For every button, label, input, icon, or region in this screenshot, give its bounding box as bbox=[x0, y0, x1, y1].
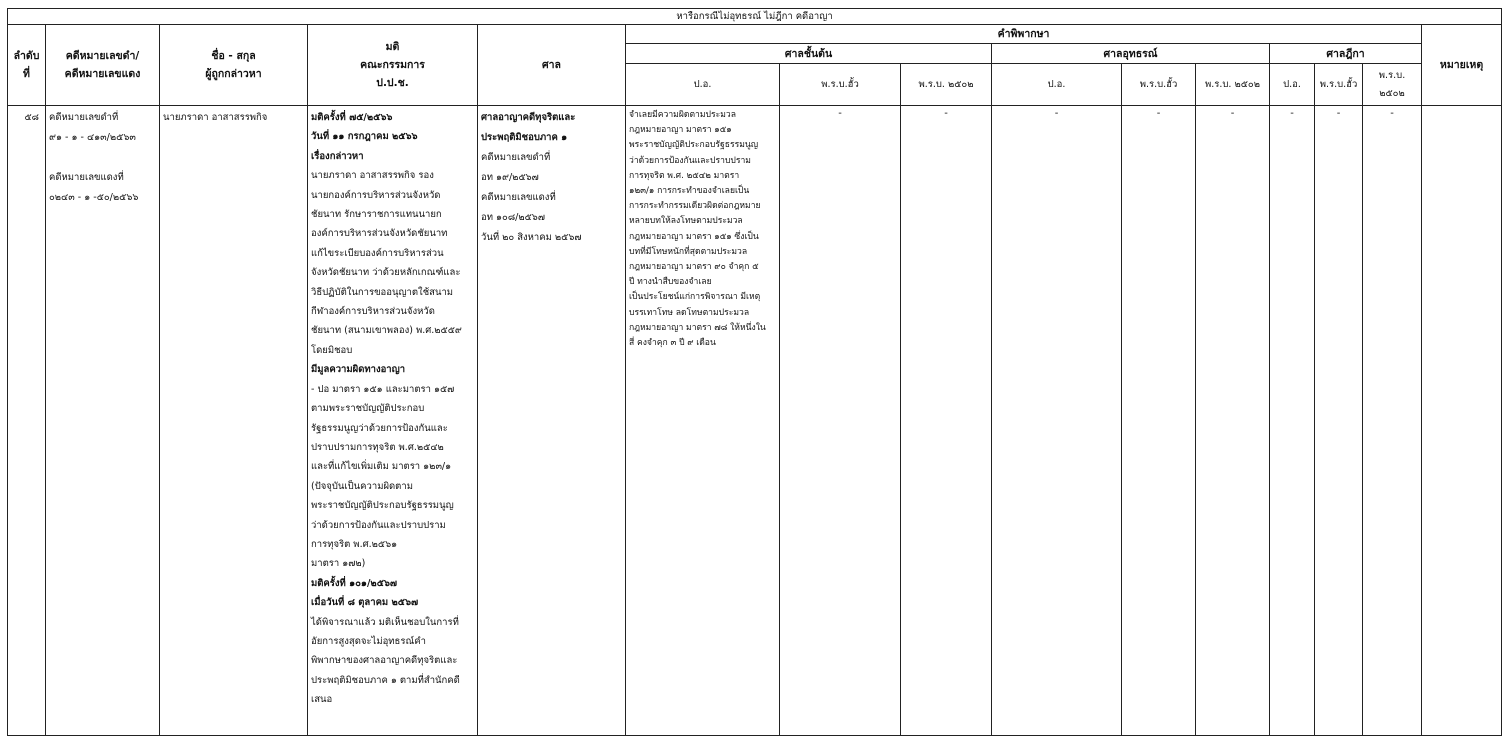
resolution-line: องค์การบริหารส่วนจังหวัดชัยนาท bbox=[311, 228, 448, 240]
first-po-lines bbox=[629, 108, 776, 351]
resolution-line: อัยการสูงสุดจะไม่อุทธรณ์คำ bbox=[311, 635, 426, 647]
resolution-line: โดยมิชอบ bbox=[311, 344, 353, 356]
first-po-line: บทที่มีโทษหนักที่สุดตามประมวล bbox=[629, 246, 748, 257]
first-po-line: จำเลยมีความผิดตามประมวล bbox=[629, 110, 736, 120]
header-supreme-prb2502 bbox=[1363, 64, 1422, 106]
header-judgment: คำพิพากษา bbox=[626, 25, 1422, 44]
header-case-no-line: คดีหมายเลขดำ/ bbox=[65, 50, 140, 62]
resolution-line: เสนอ bbox=[311, 694, 333, 706]
header-court-supreme: ศาลฎีกา bbox=[1270, 44, 1422, 64]
resolution-line: ตามพระราชบัญญัติประกอบ bbox=[311, 403, 425, 415]
row-appeal-prb2502: - bbox=[1196, 106, 1270, 736]
resolution-line: ชัยนาท รักษาราชการแทนนายก bbox=[311, 209, 442, 221]
first-po-line: การกระทำกรรมเดียวผิดต่อกฎหมาย bbox=[629, 201, 761, 212]
resolution-line: มติครั้งที่ ๑๐๑/๒๕๖๗ bbox=[311, 577, 398, 589]
row-appeal-prb: - bbox=[1122, 106, 1196, 736]
resolution-line: เรื่องกล่าวหา bbox=[311, 150, 364, 162]
header-name-line: ผู้ถูกกล่าวหา bbox=[205, 68, 262, 80]
resolution-line: มีมูลความผิดทางอาญา bbox=[311, 364, 406, 376]
resolution-line: มติครั้งที่ ๗๕/๒๕๖๖ bbox=[311, 112, 393, 123]
first-po-line: กฎหมายอาญา มาตรา ๗๘ ให้หนึ่งใน bbox=[629, 322, 766, 333]
resolution-lines bbox=[311, 108, 474, 710]
court-line: อท ๑๐๘/๒๕๖๗ bbox=[481, 212, 545, 223]
header-appeal-po: ป.อ. bbox=[992, 64, 1122, 106]
resolution-line: และที่แก้ไขเพิ่มเติม มาตรา ๑๒๓/๑ bbox=[311, 461, 452, 473]
row-remark bbox=[1422, 106, 1502, 736]
header-resolution bbox=[308, 25, 478, 106]
case-no-line: ๐๒๔๓ - ๑ -๕๐/๒๕๖๖ bbox=[49, 192, 139, 203]
header-name bbox=[160, 25, 308, 106]
case-table bbox=[7, 8, 1502, 736]
court-line: วันที่ ๒๐ สิงหาคม ๒๕๖๗ bbox=[481, 232, 582, 243]
header-name-line: ชื่อ - สกุล bbox=[211, 50, 256, 62]
case-table-container bbox=[7, 8, 1501, 746]
header-resolution-line: คณะกรรมการ bbox=[360, 59, 425, 71]
first-po-line: กฎหมายอาญา มาตรา ๑๕๑ bbox=[629, 125, 732, 136]
court-line: ศาลอาญาคดีทุจริตและ bbox=[481, 112, 576, 123]
first-po-line: สี่ คงจำคุก ๓ ปี ๙ เดือน bbox=[629, 338, 716, 349]
header-resolution-line: มติ bbox=[385, 41, 400, 53]
resolution-line: แก้ไขระเบียบองค์การบริหารส่วน bbox=[311, 247, 444, 259]
row-seq-value: ๕๘ bbox=[24, 112, 39, 123]
row-resolution bbox=[308, 106, 478, 736]
resolution-line: พิพากษาของศาลอาญาคดีทุจริตและ bbox=[311, 655, 458, 667]
first-po-line: หลายบทให้ลงโทษตามประมวล bbox=[629, 216, 743, 227]
resolution-line: มาตรา ๑๗๒) bbox=[311, 558, 366, 570]
row-name bbox=[160, 106, 308, 736]
case-no-line: คดีหมายเลขแดงที่ bbox=[49, 172, 124, 183]
header-first-prb2502: พ.ร.บ. ๒๕๐๒ bbox=[901, 64, 992, 106]
resolution-line: ว่าด้วยการป้องกันและปราบปราม bbox=[311, 519, 446, 531]
resolution-line: (ปัจจุบันเป็นความผิดตาม bbox=[311, 480, 413, 492]
header-court-appeal: ศาลอุทธรณ์ bbox=[992, 44, 1270, 64]
table-title: หารือกรณีไม่อุทธรณ์ ไม่ฎีกา คดีอาญา bbox=[8, 9, 1502, 25]
header-court: ศาล bbox=[478, 25, 626, 106]
header-row-1 bbox=[8, 25, 1502, 44]
resolution-line: การทุจริต พ.ศ.๒๕๖๑ bbox=[311, 538, 398, 550]
resolution-line: เมื่อวันที่ ๘ ตุลาคม ๒๕๖๗ bbox=[311, 597, 419, 609]
resolution-line: วิธีปฏิบัติในการขออนุญาตใช้สนาม bbox=[311, 286, 454, 298]
resolution-line: ชัยนาท (สนามเขาพลอง) พ.ศ.๒๕๕๙ bbox=[311, 325, 462, 337]
first-po-line: กฎหมายอาญา มาตรา ๑๕๑ ซึ่งเป็น bbox=[629, 231, 759, 242]
first-po-line: การทุจริต พ.ศ. ๒๕๔๒ มาตรา bbox=[629, 170, 740, 181]
header-supreme-prb2502-line: พ.ร.บ. bbox=[1378, 69, 1406, 81]
first-po-line: บรรเทาโทษ ลดโทษตามประมวล bbox=[629, 307, 750, 318]
header-remark: หมายเหตุ bbox=[1422, 25, 1502, 106]
row-first-prb: - bbox=[780, 106, 901, 736]
resolution-line: ประพฤติมิชอบภาค ๑ ตามที่สำนักคดี bbox=[311, 674, 460, 686]
court-lines bbox=[481, 108, 622, 248]
resolution-line: นายภราดา อาสาสรรพกิจ รอง bbox=[311, 170, 434, 182]
first-po-line: ๑๒๓/๑ การกระทำของจำเลยเป็น bbox=[629, 186, 750, 197]
case-no-line bbox=[49, 148, 156, 168]
table-row bbox=[8, 106, 1502, 736]
first-po-line: กฎหมายอาญา มาตรา ๙๐ จำคุก ๕ bbox=[629, 262, 759, 273]
court-line: คดีหมายเลขดำที่ bbox=[481, 152, 551, 163]
header-seq bbox=[8, 25, 46, 106]
row-supreme-prb: - bbox=[1315, 106, 1363, 736]
header-resolution-line: ป.ป.ช. bbox=[376, 77, 409, 89]
court-line: อท ๑๙/๒๕๖๗ bbox=[481, 172, 539, 183]
court-line: คดีหมายเลขแดงที่ bbox=[481, 192, 556, 203]
header-case-no bbox=[46, 25, 160, 106]
header-supreme-po: ป.อ. bbox=[1270, 64, 1315, 106]
header-seq-line: ลำดับ bbox=[13, 50, 40, 62]
row-first-prb2502: - bbox=[901, 106, 992, 736]
header-court-first: ศาลชั้นต้น bbox=[626, 44, 992, 64]
first-po-line: ปี ทางนำสืบของจำเลย bbox=[629, 277, 712, 288]
court-line: ประพฤติมิชอบภาค ๑ bbox=[481, 132, 568, 143]
row-appeal-po: - bbox=[992, 106, 1122, 736]
first-po-line: เป็นประโยชน์แก่การพิจารณา มีเหตุ bbox=[629, 292, 761, 303]
resolution-line: จังหวัดชัยนาท ว่าด้วยหลักเกณฑ์และ bbox=[311, 267, 461, 279]
resolution-line: ได้พิจารณาแล้ว มติเห็นชอบในการที่ bbox=[311, 616, 459, 628]
row-supreme-po: - bbox=[1270, 106, 1315, 736]
accused-name: นายภราดา อาสาสรรพกิจ bbox=[163, 112, 268, 123]
header-supreme-prb2502-line: ๒๕๐๒ bbox=[1379, 87, 1405, 99]
header-supreme-prb: พ.ร.บ.ฮั้ว bbox=[1315, 64, 1363, 106]
first-po-line: ว่าด้วยการป้องกันและปราบปราม bbox=[629, 155, 751, 166]
case-no-line: คดีหมายเลขดำที่ bbox=[49, 112, 119, 123]
header-seq-line: ที่ bbox=[23, 68, 30, 80]
row-supreme-prb2502: - bbox=[1363, 106, 1422, 736]
resolution-line: ปราบปรามการทุจริต พ.ศ.๒๕๔๒ bbox=[311, 441, 444, 453]
resolution-line: - ปอ มาตรา ๑๕๑ และมาตรา ๑๕๗ bbox=[311, 383, 455, 395]
title-row bbox=[8, 9, 1502, 25]
row-case-no bbox=[46, 106, 160, 736]
resolution-line: นายกองค์การบริหารส่วนจังหวัด bbox=[311, 189, 441, 201]
resolution-line: กีฬาองค์การบริหารส่วนจังหวัด bbox=[311, 306, 435, 318]
row-seq bbox=[8, 106, 46, 736]
case-no-line: ๙๑ - ๑ - ๔๑๓/๒๕๖๓ bbox=[49, 132, 136, 143]
row-court bbox=[478, 106, 626, 736]
header-appeal-prb: พ.ร.บ.ฮั้ว bbox=[1122, 64, 1196, 106]
resolution-line: รัฐธรรมนูญว่าด้วยการป้องกันและ bbox=[311, 422, 448, 434]
header-appeal-prb2502: พ.ร.บ. ๒๕๐๒ bbox=[1196, 64, 1270, 106]
header-first-prb: พ.ร.บ.ฮั้ว bbox=[780, 64, 901, 106]
resolution-line: พระราชบัญญัติประกอบรัฐธรรมนูญ bbox=[311, 500, 454, 512]
first-po-line: พระราชบัญญัติประกอบรัฐธรรมนูญ bbox=[629, 140, 759, 151]
header-first-po: ป.อ. bbox=[626, 64, 780, 106]
resolution-line: วันที่ ๑๑ กรกฎาคม ๒๕๖๖ bbox=[311, 131, 418, 143]
row-first-po bbox=[626, 106, 780, 736]
header-case-no-line: คดีหมายเลขแดง bbox=[64, 68, 141, 80]
